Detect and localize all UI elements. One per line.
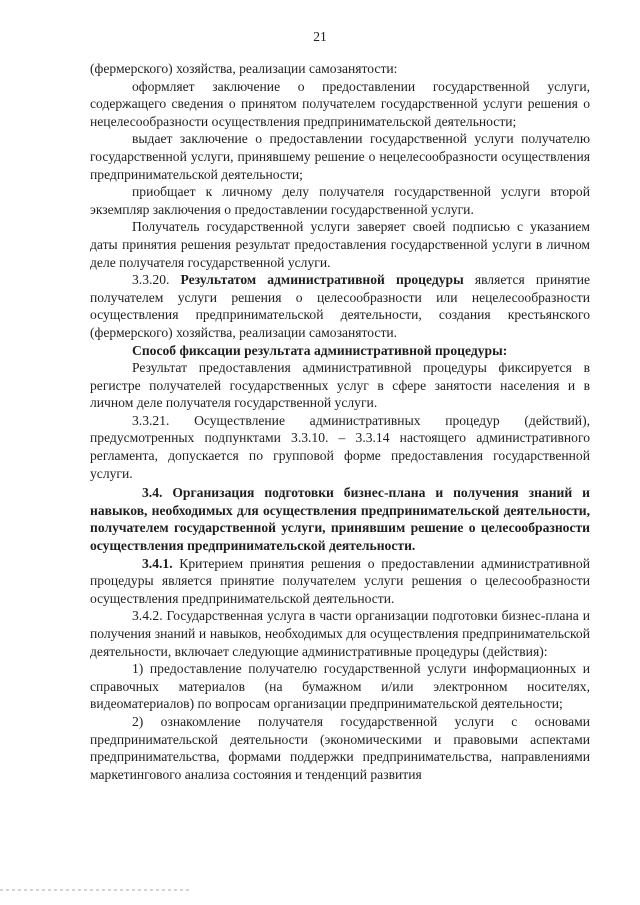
list-item-1: 1) предоставление получателю государственной услуги информационных и справочных материалов (на бумажном и/или электронном носителях, видеоматериалов) по вопросам организации предпринимательской деятельности; (90, 661, 590, 712)
document-body (90, 60, 590, 783)
paragraph-rezultat: Результат предоставления административной процедуры фиксируется в регистре получателей государственных услуг в сфере занятости населения и в личном деле получателя государственной услуги. (90, 360, 590, 411)
paragraph-priobshchaet: приобщает к личному делу получателя государственной услуги второй экземпляр заключения о предоставлении государственной услуги. (90, 184, 590, 217)
clause-number: 3.3.20. (132, 272, 181, 288)
paragraph-poluchatel: Получатель государственной услуги заверяет своей подписью с указанием даты принятия решения результат предоставления государственной услуги в личном деле получателя государственной услуги. (90, 219, 590, 270)
paragraph-3-3-21: 3.3.21. Осуществление административных процедур (действий), предусмотренных подпунктами 3.3.10. – 3.3.14 настоящего административного регламента, допускается по групповой форме предоставления государственной услуги. (90, 412, 590, 481)
list-item-2: 2) ознакомление получателя государственной услуги с основами предпринимательской деятельности (экономическими и правовыми аспектами предпринимательства, формами поддержки предпринимательства, направлениями маркетингового анализа состояния и тенденций развития (90, 713, 590, 782)
paragraph-intro: (фермерского) хозяйства, реализации самозанятости: (90, 61, 398, 76)
heading-sposob-fiksatsii: Способ фиксации результата административной процедуры: (132, 342, 508, 358)
clause-text: является принятие получателем услуги решения о целесообразности или нецелесообразности осуществления предпринимательской деятельности, создания крестьянского (фермерского) хозяйства, реализации самозанятости. (90, 272, 590, 340)
paragraph-3-4-2: 3.4.2. Государственная услуга в части организации подготовки бизнес-плана и получения знаний и навыков, необходимых для осуществления предпринимательской деятельности, включает следующие административные процедуры (действия): (90, 608, 590, 659)
paragraph-oformlyaet: оформляет заключение о предоставлении государственной услуги, содержащего сведения о принятом получателем государственной услуги решения о нецелесообразности осуществления предпринимательской деятельности; (90, 78, 590, 129)
clause-number-bold: 3.4.1. (142, 555, 173, 571)
clause-bold-lead: Результатом административной процедуры (180, 272, 464, 288)
paragraph-3-4-1 (90, 555, 590, 608)
page-number: 21 (313, 29, 327, 44)
clause-text: Критерием принятия решения о предоставлении административной процедуры является принятие получателем услуги решения о целесообразности осуществления предпринимательской деятельности. (90, 555, 590, 606)
paragraph-3-3-20 (90, 271, 590, 341)
section-heading-3-4: 3.4. Организация подготовки бизнес-плана и получения знаний и навыков, необходимых для осуществления предпринимательской деятельности, получателем государственной услуги, принявшим решение о целесообразности осуществления предпринимательской деятельности. (90, 485, 590, 554)
scan-artifact (0, 889, 190, 891)
paragraph-vydaet: выдает заключение о предоставлении государственной услуги получателю государственной услуги, принявшему решение о нецелесообразности осуществления предпринимательской деятельности; (90, 131, 590, 182)
